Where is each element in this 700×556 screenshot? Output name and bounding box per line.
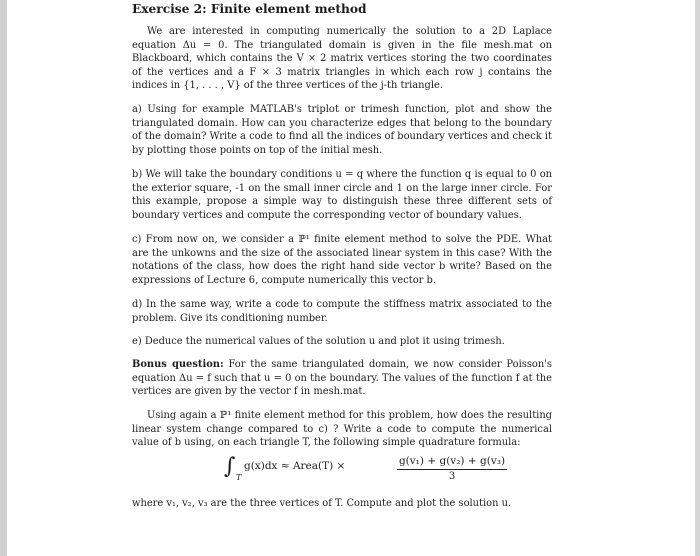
formula-lhs: g(x)dx ≈ Area(T) × <box>244 460 346 472</box>
intro-paragraph: We are interested in computing numerically the solution to a 2D Laplace equation Δu = 0. The triangulated domain is given in the file mesh.mat on Blackboard, which contains the V × 2 matrix vertices storing the two coordinates of the vertices and a F × 3 matrix triangles in which each row j contains the indices in {1, . . . , V} of the three vertices of the j-th triangle. <box>132 26 552 91</box>
document-page <box>132 0 552 556</box>
exercise-title: Exercise 2: Finite element method <box>132 2 367 16</box>
integral-symbol: ∫ <box>224 454 236 479</box>
closing-sentence: where v₁, v₂, v₃ are the three vertices of T. Compute and plot the solution u. <box>132 498 512 509</box>
formula-numerator: g(v₁) + g(v₂) + g(v₃) <box>397 454 507 470</box>
quadrature-formula <box>224 454 554 490</box>
bonus-text: For the same triangulated domain, we now consider Poisson's equation Δu = f such that u = 0 on the boundary. The values of the function f at the vertices are given by the vector f in mesh.mat. <box>132 359 552 397</box>
bonus-label: Bonus question: <box>132 359 224 370</box>
viewer-frame-right <box>695 0 700 556</box>
formula-fraction <box>397 454 507 484</box>
question-a: a) Using for example MATLAB's triplot or trimesh function, plot and show the triangulated domain. How can you characterize edges that belong to the boundary of the domain? Write a code to find all the indices of boundary vertices and check it by plotting those points on top of the initial mesh. <box>132 104 553 156</box>
formula-denominator: 3 <box>448 471 456 482</box>
question-e: e) Deduce the numerical values of the solution u and plot it using trimesh. <box>132 336 505 347</box>
question-d: d) In the same way, write a code to compute the stiffness matrix associated to the problem. Give its conditioning number. <box>132 299 552 324</box>
integral-domain: T <box>236 473 242 482</box>
question-c: c) From now on, we consider a ℙ¹ finite element method to solve the PDE. What are the unkowns and the size of the associated linear system in this case? With the notations of the class, how does the right hand side vector b write? Based on the expressions of Lecture 6, compute numerically this vector b. <box>132 234 552 286</box>
bonus-paragraph-2: Using again a ℙ¹ finite element method for this problem, how does the resulting linear system change compared to c) ? Write a code to compute the numerical value of b using, on each triangle T, the following simple quadrature formula: <box>132 410 552 448</box>
viewer-frame-left <box>0 0 7 556</box>
question-b: b) We will take the boundary conditions u = q where the function q is equal to 0 on the exterior square, -1 on the small inner circle and 1 on the large inner circle. For this example, propose a simple way to distinguish these three different sets of boundary vertices and compute the corresponding vector of boundary values. <box>132 169 552 221</box>
bonus-question <box>132 358 552 399</box>
